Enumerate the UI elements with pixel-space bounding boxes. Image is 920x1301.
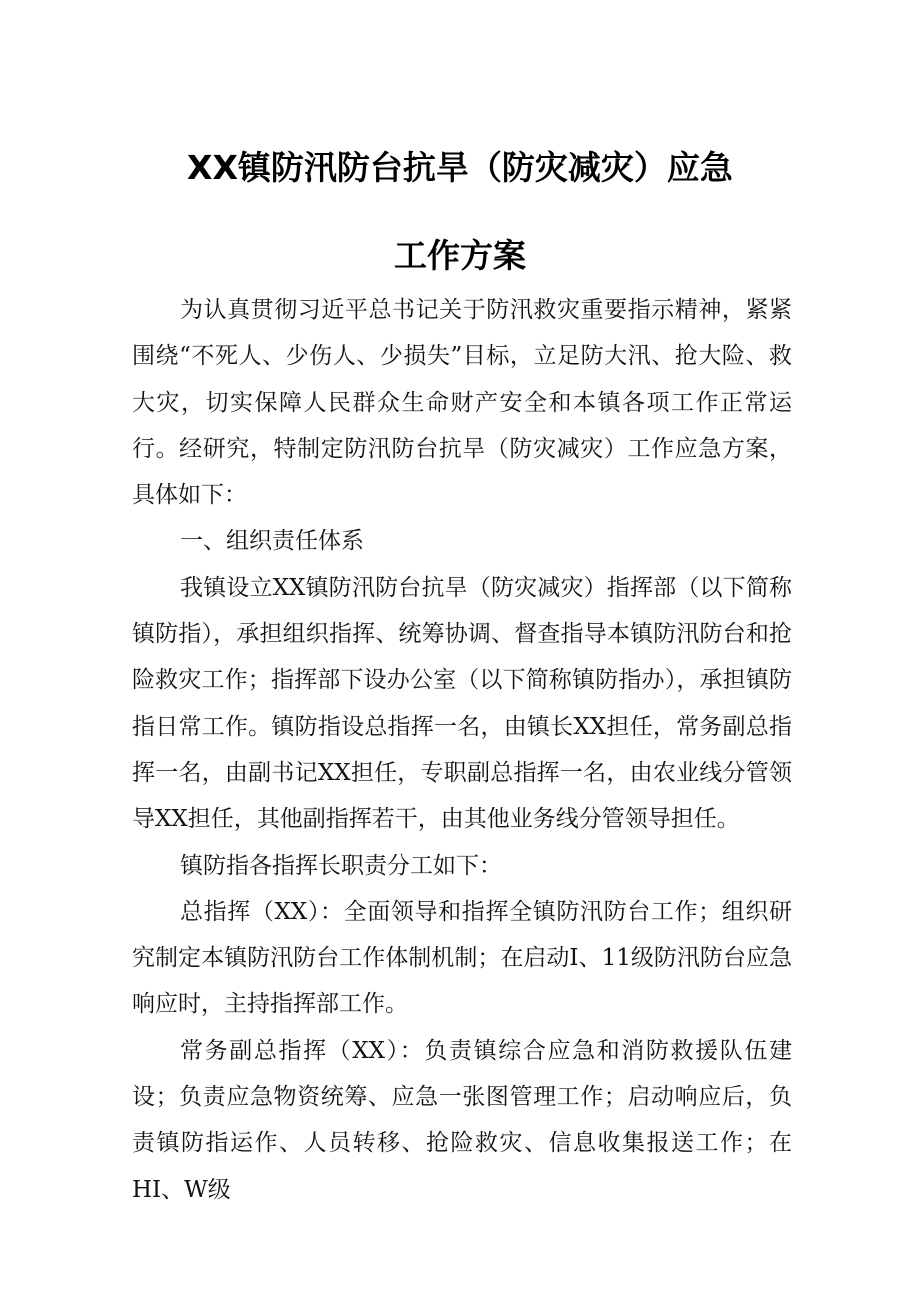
paragraph-chief-commander: 总指挥（XX）：全面领导和指挥全镇防汛防台工作；组织研究制定本镇防汛防台工作体制机制；在启动I、11级防汛防台应急响应时，主持指挥部工作。 [132, 898, 792, 1018]
document-title-line-2: 工作方案 [394, 236, 526, 275]
paragraph-executive-deputy: 常务副总指挥（XX）：负责镇综合应急和消防救援队伍建设；负责应急物资统筹、应急一张图管理工作；启动响应后，负责镇防指运作、人员转移、抢险救灾、信息收集报送工作；在HI、W级 [132, 1037, 792, 1203]
paragraph-duty-intro: 镇防指各指挥长职责分工如下： [180, 852, 502, 879]
document-title-line-1: XX镇防汛防台抗旱（防灾减灾）应急 [187, 148, 733, 187]
paragraph-command-structure: 我镇设立XX镇防汛防台抗旱（防灾减灾）指挥部（以下简称镇防指），承担组织指挥、统筹协调、督查指导本镇防汛防台和抢险救灾工作；指挥部下设办公室（以下简称镇防指办），承担镇防指日常工作。镇防指设总指挥一名，由镇长XX担任，常务副总指挥一名，由副书记XX担任，专职副总指挥一名，由农业线分管领导XX担任，其他副指挥若干，由其他业务线分管领导担任。 [132, 574, 792, 833]
document-body [132, 287, 792, 1213]
paragraph-intro: 为认真贯彻习近平总书记关于防汛救灾重要指示精神，紧紧围绕“不死人、少伤人、少损失”目标，立足防大汛、抢大险、救大灾，切实保障人民群众生命财产安全和本镇各项工作正常运行。经研究，特制定防汛防台抗旱（防灾减灾）工作应急方案，具体如下： [132, 297, 792, 509]
section-heading-organization: 一、组织责任体系 [180, 528, 364, 555]
